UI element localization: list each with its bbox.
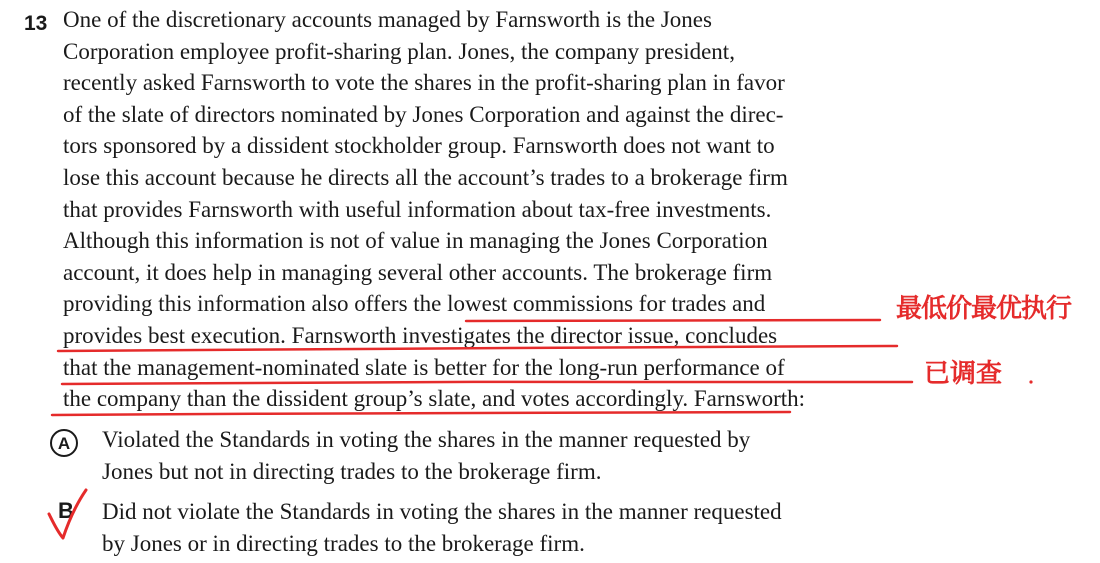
stem-line: account, it does help in managing several other accounts. The brokerage firm <box>63 259 773 285</box>
stem-line: providing this information also offers the lowest commissions for trades and <box>63 291 766 317</box>
handwritten-note-investigated: 已调查 <box>924 359 1003 389</box>
option-b-letter: B <box>58 498 74 523</box>
question-number: 13 <box>24 12 48 35</box>
handwritten-note-execution: 最低价最优执行 <box>896 294 1072 324</box>
option-line: Jones but not in directing trades to the brokerage firm. <box>102 458 602 484</box>
question-stem <box>63 4 943 415</box>
stem-line: of the slate of directors nominated by Jones Corporation and against the direc- <box>63 101 784 127</box>
stem-line: Corporation employee profit-sharing plan. Jones, the company president, <box>63 38 735 64</box>
option-a-text <box>102 424 750 487</box>
stem-line: tors sponsored by a dissident stockholder group. Farnsworth does not want to <box>63 133 775 159</box>
stem-line: lose this account because he directs all the account’s trades to a brokerage firm <box>63 164 788 190</box>
ink-dot <box>1029 380 1032 383</box>
stem-line: provides best execution. Farnsworth investigates the director issue, concludes <box>63 322 778 348</box>
stem-line: that provides Farnsworth with useful information about tax-free investments. <box>63 196 772 222</box>
option-line: by Jones or in directing trades to the brokerage firm. <box>102 530 585 556</box>
option-b-text <box>102 496 782 559</box>
stem-line: recently asked Farnsworth to vote the shares in the profit-sharing plan in favor <box>63 70 785 96</box>
stem-line: One of the discretionary accounts managed by Farnsworth is the Jones <box>63 7 712 32</box>
stem-line: that the management-nominated slate is better for the long-run performance of <box>63 354 785 380</box>
stem-line: Although this information is not of value in managing the Jones Corporation <box>63 228 768 254</box>
option-line: Violated the Standards in voting the shares in the manner requested by <box>102 427 751 452</box>
option-a-letter-circled: A <box>50 429 78 457</box>
stem-line: the company than the dissident group’s slate, and votes accordingly. Farnsworth: <box>63 386 806 412</box>
option-line: Did not violate the Standards in voting the shares in the manner requested <box>102 499 782 524</box>
